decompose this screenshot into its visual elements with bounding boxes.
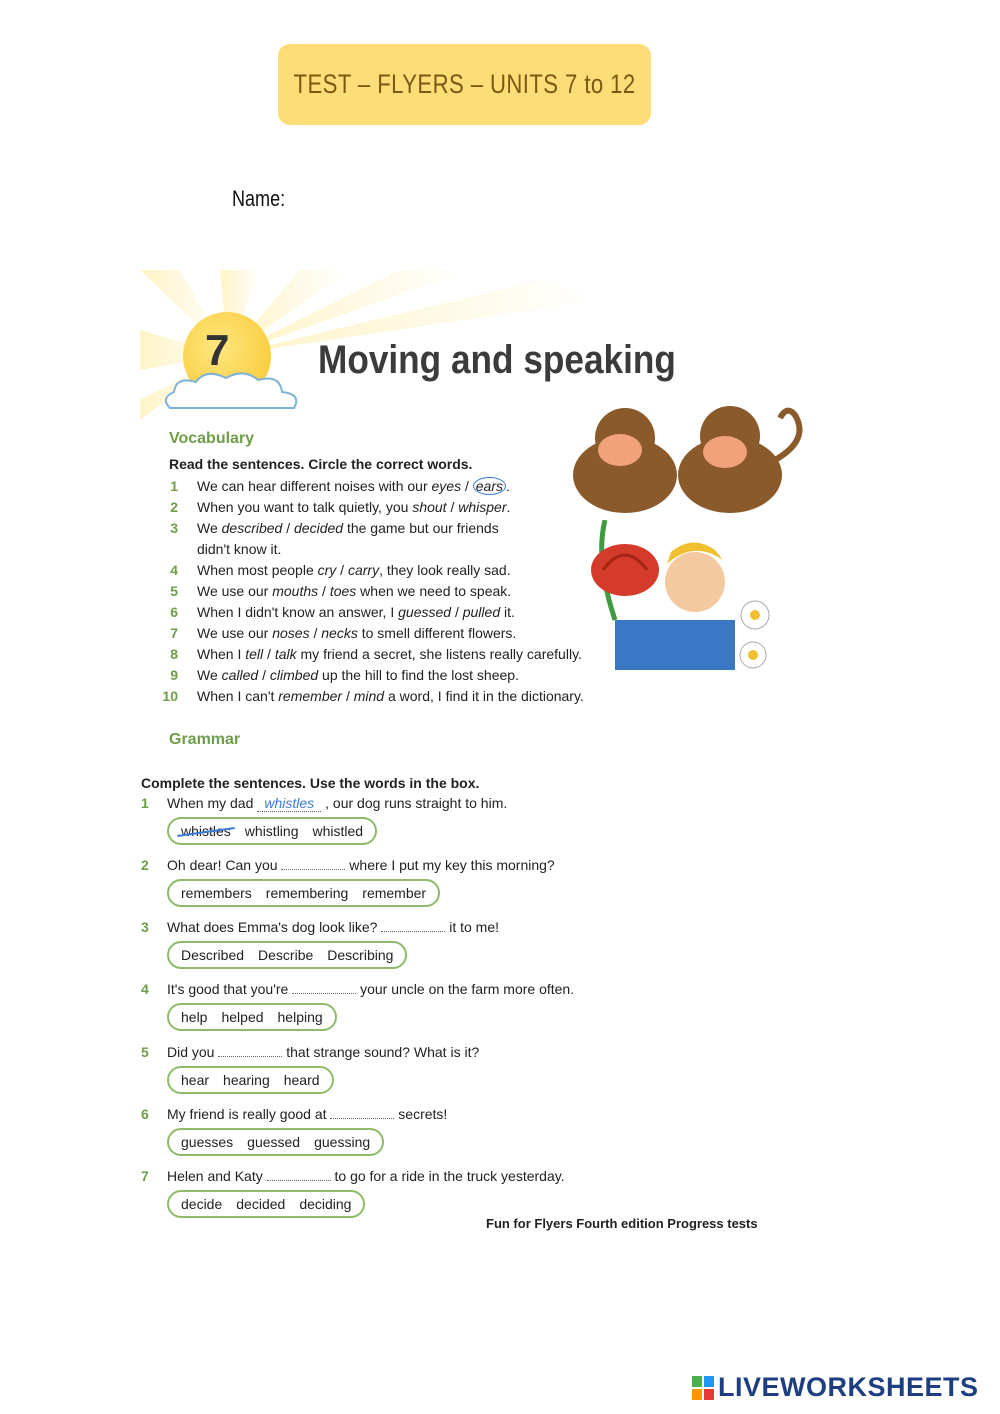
word-option: heard (283, 1072, 320, 1088)
option-guessed[interactable]: guessed (398, 604, 452, 620)
liveworksheets-logo-icon (692, 1376, 714, 1400)
option-pulled[interactable]: pulled (462, 604, 501, 620)
word-box (167, 1128, 384, 1156)
answer-blank[interactable]: whistles (257, 795, 321, 812)
word-box (167, 879, 440, 907)
word-option: decided (236, 1196, 286, 1212)
vocab-item-8: 8 When I tell / talk my friend a secret, she listens really carefully. (170, 646, 582, 662)
vocab-item-6: 6 When I didn't know an answer, I guessed / pulled it. (170, 604, 515, 620)
word-option: remember (362, 885, 427, 901)
word-box (167, 817, 377, 845)
word-box (167, 941, 407, 969)
option-whisper[interactable]: whisper (458, 499, 507, 515)
answer-blank[interactable] (218, 1044, 282, 1057)
title-banner (278, 44, 651, 125)
unit-title: Moving and speaking (318, 338, 676, 382)
cloud-icon (160, 368, 305, 420)
word-option: deciding (299, 1196, 352, 1212)
vocab-item-4: 4 When most people cry / carry, they look really sad. (170, 562, 511, 578)
liveworksheets-logo (692, 1372, 979, 1403)
vocabulary-heading: Vocabulary (169, 430, 255, 447)
option-toes[interactable]: toes (329, 583, 357, 599)
option-mouths[interactable]: mouths (272, 583, 319, 599)
option-described[interactable]: described (221, 520, 283, 536)
word-option: help (181, 1009, 208, 1025)
answer-blank[interactable] (267, 1168, 331, 1181)
option-shout[interactable]: shout (412, 499, 447, 515)
word-option: hearing (223, 1072, 270, 1088)
word-option: guessing (314, 1134, 371, 1150)
vocab-item-9: 9 We called / climbed up the hill to find the lost sheep. (170, 667, 519, 683)
option-ears-circled[interactable]: ears (473, 477, 506, 495)
word-option-struck: whistles (181, 823, 231, 839)
word-option: remembers (181, 885, 252, 901)
answer-blank[interactable] (330, 1106, 394, 1119)
option-noses[interactable]: noses (272, 625, 310, 641)
word-box (167, 1190, 365, 1218)
vocab-item-10: 10 When I can't remember / mind a word, I find it in the dictionary. (162, 688, 584, 704)
word-option: helping (277, 1009, 323, 1025)
unit-number: 7 (205, 326, 230, 375)
option-climbed[interactable]: climbed (269, 667, 319, 683)
vocab-item-2: 2 When you want to talk quietly, you shout / whisper. (170, 499, 511, 515)
word-option: whistling (244, 823, 299, 839)
word-option: Described (181, 947, 245, 963)
vocab-item-3: 3 We described / decided the game but our friends didn't know it. (170, 520, 499, 557)
vocab-item-7: 7 We use our noses / necks to smell different flowers. (170, 625, 517, 641)
vocab-item-5: 5 We use our mouths / toes when we need to speak. (170, 583, 512, 599)
grammar-heading: Grammar (169, 731, 241, 748)
vocab-item-1: 1 We can hear different noises with our eyes / ears . (170, 478, 510, 494)
word-option: whistled (312, 823, 364, 839)
option-tell[interactable]: tell (245, 646, 264, 662)
word-option: decide (181, 1196, 223, 1212)
option-called[interactable]: called (221, 667, 259, 683)
grammar-instruction: Complete the sentences. Use the words in the box. (141, 775, 480, 791)
word-option: remembering (265, 885, 349, 901)
word-option: Describing (327, 947, 394, 963)
word-option: Describe (258, 947, 314, 963)
word-option: hear (181, 1072, 210, 1088)
source-credit: Fun for Flyers Fourth edition Progress tests (486, 1216, 758, 1231)
liveworksheets-logo-text: LIVEWORKSHEETS (718, 1372, 979, 1402)
answer-blank[interactable] (292, 981, 356, 994)
name-label: Name: (232, 186, 286, 211)
answer-blank[interactable] (281, 857, 345, 870)
word-box (167, 1066, 334, 1094)
vocabulary-instruction: Read the sentences. Circle the correct words. (169, 456, 473, 472)
option-talk[interactable]: talk (274, 646, 297, 662)
word-option: guessed (247, 1134, 301, 1150)
test-title: TEST – FLYERS – UNITS 7 to 12 (293, 69, 636, 99)
answer-blank[interactable] (381, 919, 445, 932)
option-cry[interactable]: cry (317, 562, 337, 578)
option-carry[interactable]: carry (347, 562, 380, 578)
word-option: guesses (181, 1134, 234, 1150)
option-decided[interactable]: decided (294, 520, 344, 536)
vocabulary-list (160, 476, 667, 707)
option-necks[interactable]: necks (321, 625, 358, 641)
word-option: helped (221, 1009, 264, 1025)
option-mind[interactable]: mind (353, 688, 385, 704)
option-remember[interactable]: remember (278, 688, 343, 704)
word-box (167, 1003, 337, 1031)
option-eyes[interactable]: eyes (431, 478, 462, 494)
